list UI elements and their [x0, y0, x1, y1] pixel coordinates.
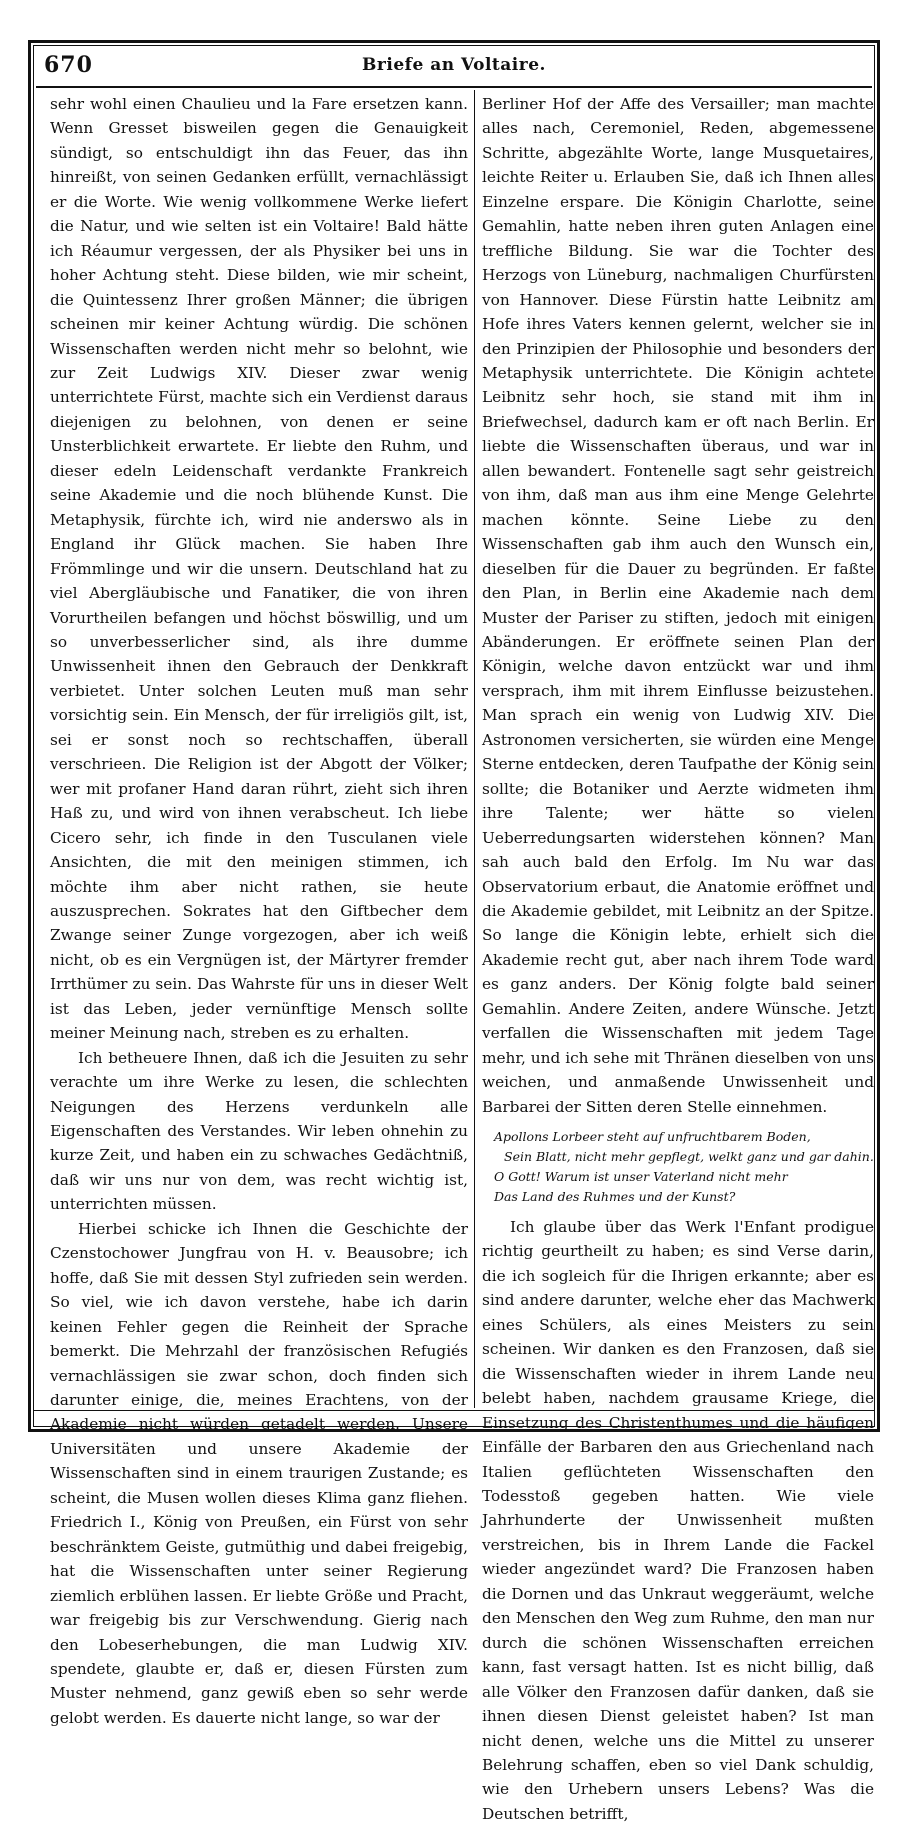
running-title: Briefe an Voltaire. — [362, 55, 546, 75]
verse-block — [494, 1127, 874, 1207]
header-rule — [36, 86, 872, 88]
bottom-rule — [33, 1410, 875, 1411]
page-number: 670 — [44, 52, 93, 78]
right-paragraph-1: Berliner Hof der Affe des Versailler; man machte alles nach, Ceremoniel, Reden, abgemessene Schritte, abgezählte Worte, lange Musquetaires, leichte Reiter u. Erlauben Sie, daß ich Ihnen alles Einzelne erspare. Die Königin Charlotte, seine Gemahlin, hatte neben ihren guten Anlagen eine treffliche Bildung. Sie war die Tochter des Herzogs von Lüneburg, nachmaligen Churfürsten von Hannover. Diese Fürstin hatte Leibnitz am Hofe ihres Vaters kennen gelernt, welcher sie in den Prinzipien der Philosophie und besonders der Metaphysik unterrichtete. Die Königin achtete Leibnitz sehr hoch, sie stand mit ihm in Briefwechsel, dadurch kam er oft nach Berlin. Er liebte die Wissenschaften überaus, und war in allen bewandert. Fontenelle sagt sehr geistreich von ihm, daß man aus ihm eine Menge Gelehrte machen könnte. Seine Liebe zu den Wissenschaften gab ihm auch den Wunsch ein, dieselben für die Dauer zu begründen. Er faßte den Plan, in Berlin eine Akademie nach dem Muster der Pariser zu stiften, jedoch mit einigen Abänderungen. Er eröffnete seinen Plan der Königin, welche davon entzückt war und ihm versprach, ihm mit ihrem Einflusse beizustehen. Man sprach ein wenig von Ludwig XIV. Die Astronomen versicherten, sie würden eine Menge Sterne entdecken, deren Taufpathe der König sein sollte; die Botaniker und Aerzte widmeten ihm ihre Talente; wer hätte so vielen Ueberredungsarten widerstehen können? Man sah auch bald den Erfolg. Im Nu war das Observatorium erbaut, die Anatomie eröffnet und die Akademie gebildet, mit Leibnitz an der Spitze. So lange die Königin lebte, erhielt sich die Akademie recht gut, aber nach ihrem Tode ward es ganz anders. Der König folgte bald seiner Gemahlin. Andere Zeiten, andere Wünsche. Jetzt verfallen die Wissenschaften mit jedem Tage mehr, und ich sehe mit Thränen dieselben von uns weichen, und anmaßende Unwissenheit und Barbarei der Sitten deren Stelle einnehmen. — [482, 95, 874, 1116]
verse-line-4: Das Land des Ruhmes und der Kunst? — [494, 1189, 736, 1205]
right-paragraph-2: Ich glaube über das Werk l'Enfant prodigue richtig geurtheilt zu haben; es sind Verse darin, die ich sogleich für die Ihrigen erkannte; aber es sind andere darunter, welche eher das Machwerk eines Schülers, als eines Meisters zu sein scheinen. Wir danken es den Franzosen, daß sie die Wissenschaften wieder in ihrem Lande neu belebt haben, nachdem grausame Kriege, die Einsetzung des Christenthumes und die häufigen Einfälle der Barbaren den aus Griechenland nach Italien geflüchteten Wissenschaften den Todesstoß gegeben hatten. Wie viele Jahrhunderte der Unwissenheit mußten verstreichen, bis in Ihrem Lande die Fackel wieder angezündet ward? Die Franzosen haben die Dornen und das Unkraut weggeräumt, welche den Menschen den Weg zum Ruhme, den man nur durch die schönen Wissenschaften erreichen kann, fast versagt hatten. Ist es nicht billig, daß alle Völker den Franzosen dafür danken, daß sie ihnen diesen Dienst geleistet haben? Ist man nicht denen, welche uns die Mittel zu unserer Belehrung schaffen, eben so viel Dank schuldig, wie den Urhebern unsers Lebens? Was die Deutschen betrifft, — [482, 1218, 874, 1823]
left-paragraph-1: sehr wohl einen Chaulieu und la Fare ersetzen kann. Wenn Gresset bisweilen gegen die Genauigkeit sündigt, so entschuldigt ihn das Feuer, das ihn hinreißt, von seinen Gedanken erfüllt, vernachlässigt er die Worte. Wie wenig vollkommene Werke liefert die Natur, und wie selten ist ein Voltaire! Bald hätte ich Réaumur vergessen, der als Physiker bei uns in hoher Achtung steht. Diese bilden, wie mir scheint, die Quintessenz Ihrer großen Männer; die übrigen scheinen mir keiner Achtung würdig. Die schönen Wissenschaften werden nicht mehr so belohnt, wie zur Zeit Ludwigs XIV. Dieser zwar wenig unterrichtete Fürst, machte sich ein Verdienst daraus diejenigen zu belohnen, von denen er seine Unsterblichkeit erwartete. Er liebte den Ruhm, und dieser edeln Leidenschaft verdankte Frankreich seine Akademie und die noch blühende Kunst. Die Metaphysik, fürchte ich, wird nie anderswo als in England ihr Glück machen. Sie haben Ihre Frömmlinge und wir die unsern. Deutschland hat zu viel Abergläubische und Fanatiker, die von ihren Vorurtheilen befangen und höchst böswillig, und um so unverbesserlicher sind, als ihre dumme Unwissenheit ihnen den Gebrauch der Denkkraft verbietet. Unter solchen Leuten muß man sehr vorsichtig sein. Ein Mensch, der für irreligiös gilt, ist, sei er sonst noch so rechtschaffen, überall verschrieen. Die Religion ist der Abgott der Völker; wer mit profaner Hand daran rührt, zieht sich ihren Haß zu, und wird von ihnen verabscheut. Ich liebe Cicero sehr, ich finde in den Tusculanen viele Ansichten, die mit den meinigen stimmen, ich möchte ihm aber nicht rathen, sie heute auszusprechen. Sokrates hat den Giftbecher dem Zwange seiner Zunge vorgezogen, aber ich weiß nicht, ob es ein Vergnügen ist, der Märtyrer fremder Irrthümer zu sein. Das Wahrste für uns in dieser Welt ist das Leben, jeder vernünftige Mensch sollte meiner Meinung nach, streben es zu erhalten. — [50, 95, 468, 1043]
verse-line-2: Sein Blatt, nicht mehr gepflegt, welkt ganz und gar dahin. — [504, 1149, 874, 1165]
column-divider — [474, 90, 475, 1408]
verse-line-1: Apollons Lorbeer steht auf unfruchtbarem Boden, — [494, 1129, 811, 1145]
verse-line-3: O Gott! Warum ist unser Vaterland nicht mehr — [494, 1169, 788, 1185]
right-column — [482, 92, 874, 1823]
left-paragraph-2: Ich betheuere Ihnen, daß ich die Jesuiten zu sehr verachte um ihre Werke zu lesen, die schlechten Neigungen des Herzens verdunkeln alle Eigenschaften des Verstandes. Wir leben ohnehin zu kurze Zeit, und haben ein zu schwaches Gedächtniß, daß wir uns nur von dem, was recht wichtig ist, unterrichten müssen. — [50, 1048, 468, 1214]
page-header — [36, 48, 872, 88]
left-column — [50, 92, 468, 1727]
left-paragraph-3: Hierbei schicke ich Ihnen die Geschichte der Czenstochower Jungfrau von H. v. Beausobre; ich hoffe, daß Sie mit dessen Styl zufrieden sein werden. So viel, wie ich davon verstehe, habe ich darin keinen Fehler gegen die Reinheit der Sprache bemerkt. Die Mehrzahl der französischen Refugiés vernachlässigen sie zwar schon, doch finden sich darunter einige, die, meines Erachtens, von der Akademie nicht würden getadelt werden. Unsere Universitäten und unsere Akademie der Wissenschaften sind in einem traurigen Zustande; es scheint, die Musen wollen dieses Klima ganz fliehen. Friedrich I., König von Preußen, ein Fürst von sehr beschränktem Geiste, gutmüthig und dabei freigebig, hat die Wissenschaften unter seiner Regierung ziemlich erblühen lassen. Er liebte Größe und Pracht, war freigebig bis zur Verschwendung. Gierig nach den Lobeserhebungen, die man Ludwig XIV. spendete, glaubte er, daß er, diesen Fürsten zum Muster nehmend, ganz gewiß eben so sehr werde gelobt werden. Es dauerte nicht lange, so war der — [50, 1219, 468, 1727]
